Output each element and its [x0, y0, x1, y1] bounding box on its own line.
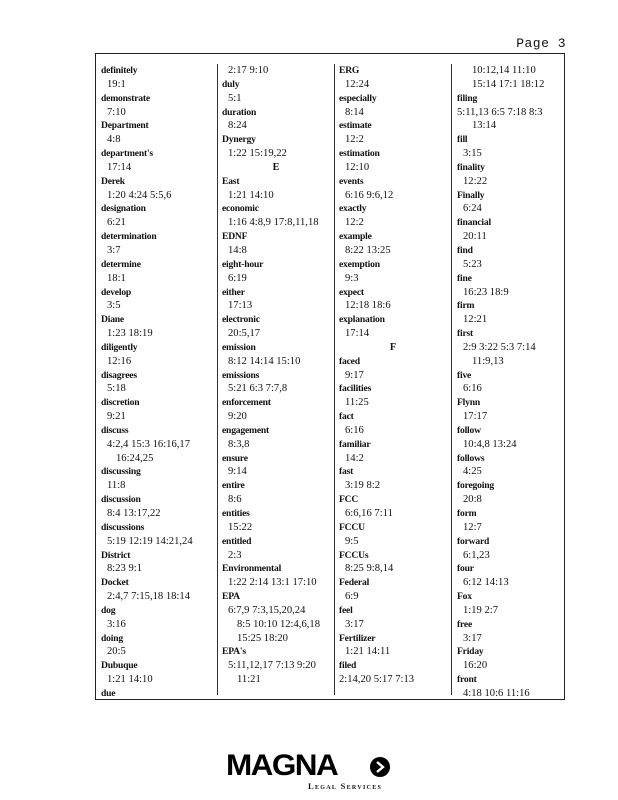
index-refs-continued: 13:14	[472, 120, 497, 132]
index-term: diligently	[101, 341, 138, 353]
index-refs: 12:16	[107, 355, 132, 367]
index-term: designation	[101, 203, 146, 215]
index-term: Dubuque	[101, 660, 138, 672]
index-refs: 4:2,4 15:3 16:16,17	[107, 438, 190, 450]
index-term: emission	[222, 341, 256, 353]
index-term: EPA	[222, 591, 240, 603]
index-term: due	[101, 687, 116, 699]
index-term: fine	[457, 272, 472, 284]
index-term: disagrees	[101, 369, 137, 381]
index-refs: 8:12 14:14 15:10	[228, 355, 301, 367]
index-refs: 6:1,23	[463, 549, 490, 561]
index-term: engagement	[222, 424, 270, 436]
section-letter: F	[389, 341, 397, 353]
index-refs: 17:17	[463, 411, 488, 423]
logo-wordmark: MAGNA	[226, 749, 338, 782]
index-term: expect	[339, 286, 364, 298]
index-term: Federal	[339, 577, 370, 589]
index-term: entitled	[222, 535, 252, 547]
index-term: Dynergy	[222, 134, 256, 146]
index-refs: 2:4,7 7:15,18 18:14	[107, 591, 190, 603]
index-refs: 8:14	[345, 106, 364, 118]
index-refs: 14:8	[228, 244, 247, 256]
index-column-4	[451, 64, 563, 699]
index-refs: 1:16 4:8,9 17:8,11,18	[228, 217, 319, 229]
index-refs: 3:7	[107, 244, 121, 256]
index-term: Diane	[101, 314, 124, 326]
index-refs: 8:4 13:17,22	[107, 508, 161, 519]
index-refs: 4:8	[107, 134, 121, 146]
index-refs: 19:1	[107, 78, 126, 90]
index-refs: 12:22	[463, 175, 488, 187]
index-term: front	[457, 674, 477, 686]
index-refs: 6:12 14:13	[463, 577, 509, 589]
index-refs: 6:9	[345, 591, 359, 603]
index-term: filed	[339, 660, 357, 672]
index-refs: 1:21 14:10	[107, 674, 153, 686]
index-refs: 3:17	[463, 632, 482, 644]
index-refs: 14:2	[345, 452, 364, 464]
index-refs: 1:20 4:24 5:5,6	[107, 189, 172, 201]
index-term: ensure	[222, 452, 248, 464]
index-refs: 9:3	[345, 272, 359, 284]
index-term: discussions	[101, 521, 145, 533]
index-term: dog	[101, 604, 116, 616]
word-index-table	[95, 53, 565, 700]
index-refs: 8:6	[228, 494, 242, 506]
index-refs: 3:19 8:2	[345, 480, 381, 492]
index-refs: 8:23 9:1	[107, 563, 143, 575]
index-refs: 2:14,20 5:17 7:13	[339, 674, 415, 686]
index-refs: 20:5	[107, 646, 126, 658]
index-refs: 12:2	[345, 134, 364, 146]
index-refs: 6:7,9 7:3,15,20,24	[228, 604, 306, 616]
index-refs: 18:1	[107, 272, 126, 284]
index-term: duly	[222, 78, 240, 90]
index-refs: 1:19 2:7	[463, 604, 499, 616]
index-term: Finally	[457, 189, 485, 201]
index-refs: 12:21	[463, 314, 488, 326]
index-term: follow	[457, 424, 481, 436]
index-refs: 8:25 9:8,14	[345, 563, 394, 575]
index-term: firm	[457, 300, 475, 312]
index-refs: 9:21	[107, 411, 126, 423]
index-term: first	[457, 328, 474, 340]
index-column-1	[101, 64, 213, 699]
index-refs: 1:21 14:10	[228, 189, 274, 201]
index-term: Flynn	[457, 397, 480, 409]
index-term: Derek	[101, 175, 125, 187]
index-term: estimation	[339, 148, 380, 160]
index-term: forward	[457, 535, 490, 547]
index-refs: 9:20	[228, 411, 247, 423]
index-term: facilities	[339, 383, 372, 395]
index-refs: 6:21	[107, 217, 126, 229]
index-term: department's	[101, 148, 153, 160]
index-refs: 3:15	[463, 148, 482, 160]
index-refs: 1:22 2:14 13:1 17:10	[228, 577, 317, 589]
index-refs: 6:19	[228, 272, 247, 284]
index-term: determine	[101, 258, 141, 270]
index-refs: 11:8	[107, 480, 126, 492]
index-refs: 15:22	[228, 521, 253, 533]
index-refs: 6:16	[463, 383, 482, 395]
index-term: electronic	[222, 314, 260, 326]
index-term: four	[457, 563, 474, 575]
index-term: especially	[339, 92, 377, 104]
index-refs: 5:11,12,17 7:13 9:20	[228, 660, 316, 672]
index-refs: 17:13	[228, 300, 253, 312]
index-term: free	[457, 618, 472, 630]
index-term: Docket	[101, 577, 129, 589]
index-term: FCCUs	[339, 549, 369, 561]
index-term: events	[339, 175, 364, 187]
index-refs-continued: 10:12,14 11:10	[472, 65, 536, 76]
index-term: demonstrate	[101, 92, 150, 104]
index-refs: 12:10	[345, 161, 370, 173]
index-term: enforcement	[222, 397, 271, 409]
index-refs: 2:17 9:10	[228, 65, 269, 76]
index-term: discuss	[101, 424, 129, 436]
index-refs: 3:5	[107, 300, 121, 312]
index-term: discretion	[101, 397, 140, 409]
index-refs: 4:18 10:6 11:16	[463, 687, 530, 699]
index-term: FCCU	[339, 521, 365, 533]
index-refs: 5:1	[228, 92, 242, 104]
arrow-circle-icon	[370, 757, 390, 777]
index-refs: 6:16 9:6,12	[345, 189, 394, 201]
index-column-3	[334, 64, 447, 695]
index-term: duration	[222, 106, 257, 118]
index-term: District	[101, 549, 131, 561]
index-term: form	[457, 508, 477, 519]
index-refs: 9:17	[345, 369, 364, 381]
index-refs: 6:16	[345, 424, 364, 436]
index-term: foregoing	[457, 480, 494, 492]
index-term: feel	[339, 604, 353, 616]
index-refs: 20:11	[463, 231, 487, 243]
page-number: Page 3	[516, 36, 566, 51]
index-refs: 5:19 12:19 14:21,24	[107, 535, 193, 547]
index-refs-continued: 11:9,13	[472, 355, 504, 367]
index-term: faced	[339, 355, 360, 367]
index-term: East	[222, 175, 240, 187]
index-term: FCC	[339, 494, 359, 506]
index-refs: 3:17	[345, 618, 364, 630]
index-term: definitely	[101, 65, 138, 76]
index-refs: 7:10	[107, 106, 126, 118]
index-term: Friday	[457, 646, 484, 658]
index-term: explanation	[339, 314, 385, 326]
index-refs: 1:22 15:19,22	[228, 148, 287, 160]
index-term: finality	[457, 161, 485, 173]
index-term: example	[339, 231, 372, 243]
index-refs: 5:18	[107, 383, 126, 395]
index-term: ERG	[339, 65, 360, 76]
index-term: exemption	[339, 258, 380, 270]
index-refs: 16:23 18:9	[463, 286, 509, 298]
index-term: discussion	[101, 494, 141, 506]
index-term: familiar	[339, 438, 371, 450]
index-term: discussing	[101, 466, 141, 478]
index-refs: 8:22 13:25	[345, 244, 391, 256]
index-term: eight-hour	[222, 258, 264, 270]
index-term: fact	[339, 411, 354, 423]
index-refs-continued: 11:21	[237, 674, 261, 686]
index-refs: 17:14	[107, 161, 132, 173]
index-refs: 6:6,16 7:11	[345, 508, 393, 519]
index-refs-continued: 15:25 18:20	[237, 632, 288, 644]
index-term: financial	[457, 217, 491, 229]
index-refs: 12:7	[463, 521, 482, 533]
index-refs: 20:8	[463, 494, 482, 506]
index-refs: 6:24	[463, 203, 482, 215]
index-term: fill	[457, 134, 468, 146]
index-refs: 12:18 18:6	[345, 300, 391, 312]
index-refs: 2:3	[228, 549, 242, 561]
index-term: exactly	[339, 203, 367, 215]
index-refs: 4:25	[463, 466, 482, 478]
index-term: develop	[101, 286, 132, 298]
index-refs: 16:20	[463, 660, 488, 672]
index-term: Department	[101, 120, 149, 132]
index-term: doing	[101, 632, 123, 644]
index-term: economic	[222, 203, 259, 215]
index-term: Fertilizer	[339, 632, 376, 644]
index-term: entire	[222, 480, 245, 492]
magna-logo	[226, 750, 396, 792]
index-term: follows	[457, 452, 485, 464]
index-term: filing	[457, 92, 478, 104]
index-refs: 3:16	[107, 618, 126, 630]
index-term: Fox	[457, 591, 472, 603]
index-refs: 5:23	[463, 258, 482, 270]
index-refs: 12:2	[345, 217, 364, 229]
index-term: emissions	[222, 369, 260, 381]
index-refs-continued: 15:14 17:1 18:12	[472, 78, 545, 90]
index-column-2	[217, 64, 330, 695]
index-refs: 9:14	[228, 466, 247, 478]
index-term: estimate	[339, 120, 372, 132]
index-refs: 2:9 3:22 5:3 7:14	[463, 341, 536, 353]
logo-subtitle: Legal Services	[308, 781, 383, 791]
index-term: fast	[339, 466, 354, 478]
index-refs: 9:5	[345, 535, 359, 547]
index-refs: 5:21 6:3 7:7,8	[228, 383, 288, 395]
index-refs: 8:24	[228, 120, 247, 132]
index-term: EDNF	[222, 231, 248, 243]
index-refs: 8:3,8	[228, 438, 250, 450]
index-term: Environmental	[222, 563, 282, 575]
index-refs: 1:21 14:11	[345, 646, 391, 658]
index-term: find	[457, 244, 473, 256]
index-term: determination	[101, 231, 157, 243]
index-refs: 20:5,17	[228, 328, 261, 340]
index-refs: 11:25	[345, 397, 369, 409]
index-term: entities	[222, 508, 250, 519]
index-term: EPA's	[222, 646, 246, 658]
index-refs: 10:4,8 13:24	[463, 438, 517, 450]
index-refs-continued: 8:5 10:10 12:4,6,18	[237, 618, 320, 630]
index-refs: 5:11,13 6:5 7:18 8:3	[457, 106, 543, 118]
index-term: five	[457, 369, 472, 381]
index-refs-continued: 16:24,25	[116, 452, 154, 464]
index-refs: 1:23 18:19	[107, 328, 153, 340]
index-term: either	[222, 286, 245, 298]
index-refs: 12:24	[345, 78, 370, 90]
index-refs: 17:14	[345, 328, 370, 340]
section-letter: E	[272, 161, 280, 173]
